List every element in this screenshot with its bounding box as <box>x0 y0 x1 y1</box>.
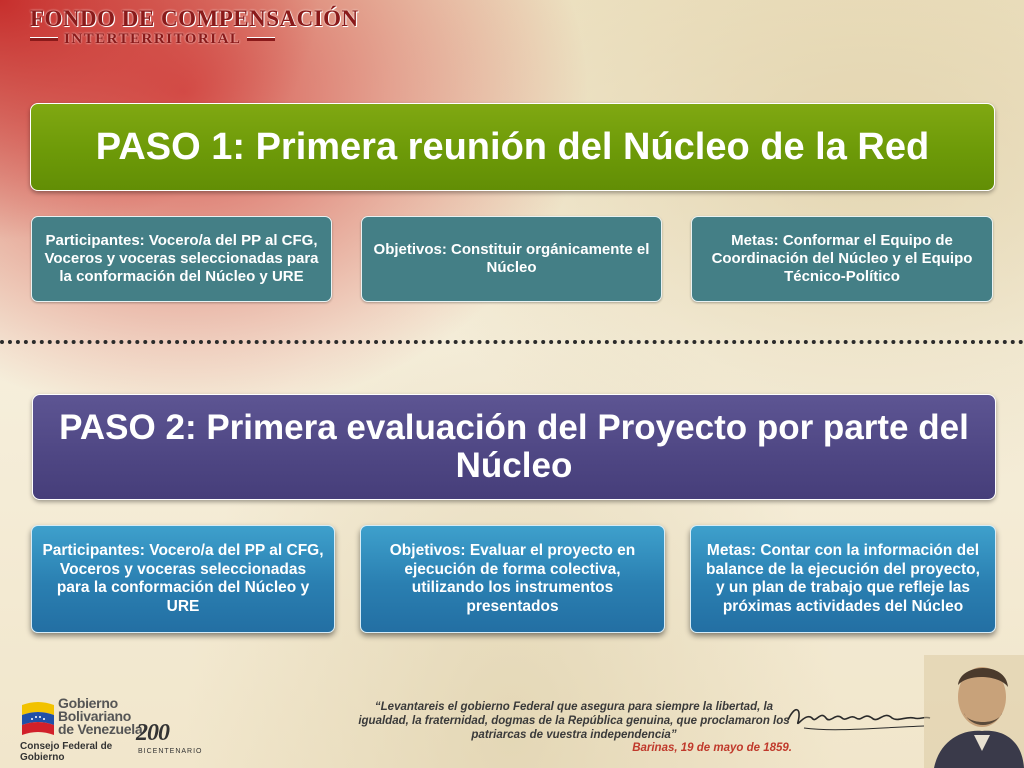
logo-subtitle: INTERTERRITORIAL <box>64 31 242 47</box>
signature-image <box>784 698 934 734</box>
paso1-metas-card <box>691 216 993 302</box>
cfg-line2: Gobierno <box>20 752 65 763</box>
gov-line1: Gobierno <box>58 695 118 711</box>
paso1-title: PASO 1: Primera reunión del Núcleo de la Red <box>95 125 930 168</box>
paso2-objetivos-text: Objetivos: Evaluar el proyecto en ejecución de forma colectiva, utilizando los instrumentos presentados <box>389 542 636 615</box>
quote-source: Barinas, 19 de mayo de 1859. <box>632 742 792 754</box>
venezuela-flag-icon <box>20 697 56 741</box>
gov-line2: Bolivariano <box>58 708 131 724</box>
gov-line3: de Venezuela <box>58 721 143 737</box>
logo-subtitle-row <box>30 31 302 47</box>
paso2-participantes-card <box>31 525 335 633</box>
cfg-text <box>20 741 112 763</box>
bicentenario-number: 200 <box>136 720 169 746</box>
dotted-divider <box>0 340 1024 344</box>
quote-text: “Levantareis el gobierno Federal que asegura para siempre la libertad, la igualdad, la fraternidad, dogmas de la República genuina, que proclamaron los patriarcas de vuestra independencia” <box>358 701 790 741</box>
gobierno-text <box>58 697 142 736</box>
logo-rule-right <box>247 37 275 41</box>
paso1-participantes-card <box>31 216 332 302</box>
paso1-objetivos-text: Objetivos: Constituir orgánicamente el Núcleo <box>373 241 650 276</box>
paso2-banner <box>32 394 996 500</box>
paso1-participantes-text: Participantes: Vocero/a del PP al CFG, Voceros y voceras seleccionadas para la conformación del Núcleo y URE <box>44 232 319 285</box>
bicentenario-label: BICENTENARIO <box>138 748 203 755</box>
paso2-title: PASO 2: Primera evaluación del Proyecto por parte del Núcleo <box>59 408 969 485</box>
portrait-image <box>924 655 1024 768</box>
paso2-objetivos-card <box>360 525 665 633</box>
bicentenario-logo <box>132 720 202 760</box>
paso1-metas-text: Metas: Conformar el Equipo de Coordinación del Núcleo y el Equipo Técnico-Político <box>711 232 973 285</box>
logo-title: FONDO DE COMPENSACIÓN <box>30 6 359 31</box>
paso2-metas-text: Metas: Contar con la información del balance de la ejecución del proyecto, y un plan de trabajo que refleje las próximas actividades del Núcleo <box>706 542 980 615</box>
paso2-participantes-text: Participantes: Vocero/a del PP al CFG, Voceros y voceras seleccionadas para la conformación del Núcleo y URE <box>42 542 324 615</box>
paso2-metas-card <box>690 525 996 633</box>
paso1-objetivos-card <box>361 216 662 302</box>
fci-logo <box>30 6 359 48</box>
cfg-line1: Consejo Federal de <box>20 741 113 752</box>
logo-rule-left <box>30 37 58 41</box>
paso1-banner <box>30 103 995 191</box>
